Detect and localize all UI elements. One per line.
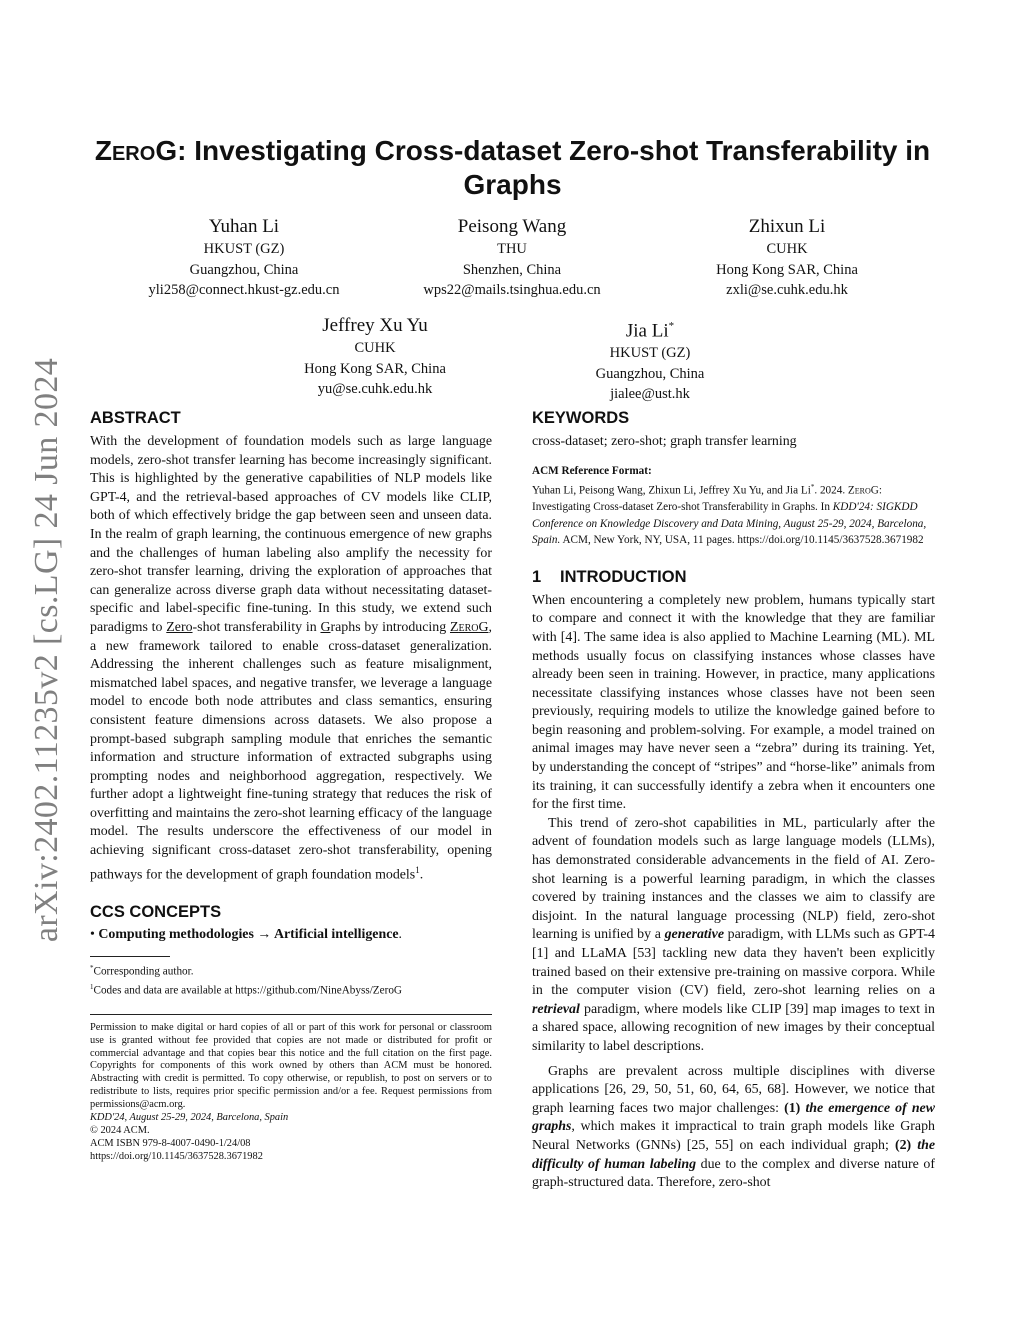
footnote-code: $^1$Codes and data are available at https://github.com/NineAbyss/ZeroG xyxy=(90,982,403,997)
right-column xyxy=(532,407,935,1193)
author-name: Zhixun Li xyxy=(748,216,826,237)
author-email: wps22@mails.tsinghua.edu.cn xyxy=(423,282,601,298)
author-block-3 xyxy=(666,215,908,301)
permission-isbn: ACM ISBN 979-8-4007-0490-1/24/08 xyxy=(90,1137,251,1149)
intro-paragraph-3: Graphs are prevalent across multiple disciplines with diverse applications [26, 29, 50, 51, 60, 64, 65, 68]. However, we notice that graph learning faces two major challenges: (1) the emergence of new graphs, which makes it impractical to train graph models like Graph Neural Networks (GNNs) [25, 55] on each individual graph; (2) the difficulty of human labeling due to the complex and diverse nature of graph-structured data. Therefore, zero-shot xyxy=(532,1063,935,1191)
permission-text: Permission to make digital or hard copies of all or part of this work for personal or classroom use is granted without fee provided that copies are not made or distributed for profit or commercial advantage and that copies bear this notice and the full citation on the first page. Copyrights for components of this work owned by others than ACM must be honored. Abstracting with credit is permitted. To copy otherwise, or republish, to post on servers or to redistribute to lists, requires prior specific permission and/or a fee. Request permissions from permissions@acm.org. xyxy=(90,1021,492,1111)
permission-copyright: © 2024 ACM. xyxy=(90,1125,150,1136)
author-location: Guangzhou, China xyxy=(189,261,299,278)
author-email: yli258@connect.hkust-gz.edu.cn xyxy=(148,282,340,298)
author-affiliation: HKUST (GZ) xyxy=(203,241,285,257)
keywords-heading: KEYWORDS xyxy=(532,409,630,427)
permission-doi: https://doi.org/10.1145/3637528.3671982 xyxy=(90,1150,263,1162)
author-location: Hong Kong SAR, China xyxy=(716,261,858,278)
title-zerog: ZeroG xyxy=(94,135,178,166)
footnotes xyxy=(90,961,492,997)
author-name: Jeffrey Xu Yu xyxy=(322,315,428,336)
acm-reference-heading: ACM Reference Format: xyxy=(532,464,652,477)
author-location: Guangzhou, China xyxy=(595,365,705,382)
author-name: Yuhan Li xyxy=(208,216,280,237)
author-location: Shenzhen, China xyxy=(462,261,562,278)
author-block-4 xyxy=(270,314,480,400)
keywords-text: cross-dataset; zero-shot; graph transfer learning xyxy=(532,434,797,449)
author-email: jialee@ust.hk xyxy=(610,386,690,403)
permission-venue: KDD'24, August 25-29, 2024, Barcelona, Spain xyxy=(90,1112,289,1124)
author-affiliation: THU xyxy=(497,241,527,257)
author-location: Hong Kong SAR, China xyxy=(304,360,446,377)
author-affiliation: CUHK xyxy=(354,340,396,356)
ccs-heading: CCS CONCEPTS xyxy=(90,902,222,921)
title-line1: : Investigating Cross-dataset Zero-shot Transferability in xyxy=(177,135,931,166)
introduction-heading: 1 INTRODUCTION xyxy=(532,567,687,586)
author-block-1 xyxy=(110,215,378,301)
author-affiliation: CUHK xyxy=(766,241,808,257)
arxiv-identifier-text: arXiv:2402.11235v2 [cs.LG] 24 Jun 2024 xyxy=(28,357,66,943)
paper-title xyxy=(90,134,935,202)
footnote-rule xyxy=(90,956,170,957)
author-name: Peisong Wang xyxy=(457,216,567,237)
title-line2: Graphs xyxy=(463,169,562,200)
author-email: zxli@se.cuhk.edu.hk xyxy=(726,282,848,298)
acm-reference-text: Yuhan Li, Peisong Wang, Zhixun Li, Jeffrey Xu Yu, and Jia Li*. 2024. ZeroG: Investigating Cross-dataset Zero-shot Transferability in Graphs. In KDD'24: SIGKDD Conference on Knowledge Discovery and Data Mining, August 25-29, 2024, Barcelona, Spain. ACM, New York, NY, USA, 11 pages. https://doi.org/10.1145/3637528.3671982 xyxy=(532,483,927,547)
left-column xyxy=(90,407,492,1164)
author-email: yu@se.cuhk.edu.hk xyxy=(317,381,433,397)
zerog-name: ZeroG xyxy=(449,619,489,635)
arxiv-identifier xyxy=(22,357,72,943)
author-name: Jia Li* xyxy=(625,320,675,342)
abstract-text: With the development of foundation models such as large language models, zero-shot transfer learning has become increasingly significant. This is highlighted by the generative capabilities of NLP models like GPT-4, and the retrieval-based approaches of CV models like CLIP, both of which effectively bridge the gap between seen and unseen data. In the realm of graph learning, the continuous emergence of new graphs and the challenges of human labeling also amplify the necessity for zero-shot transfer learning, driving the exploration of approaches that can generalize across diverse graph data without necessitating dataset-specific and label-specific fine-tuning. In this study, we extend such paradigms to Zero-shot transferability in Graphs by introducing ZeroG, a new framework tailored to enable cross-dataset generalization. Addressing the inherent challenges such as feature misalignment, mismatched label spaces, and negative transfer, we leverage a language model to encode both node attributes and class semantics, ensuring consistent feature dimensions across datasets. We also propose a prompt-based subgraph sampling module that enriches the semantic information and structure information of extracted subgraphs using prompting nodes and neighborhood aggregation, respectively. We further adopt a lightweight fine-tuning strategy that reduces the risk of overfitting and maintains the zero-shot learning efficacy of the language model. The results underscore the effectiveness of our model in achieving significant cross-dataset zero-shot transferability, opening pathways for the development of graph foundation models$^1$. xyxy=(90,434,492,883)
author-block-2 xyxy=(383,215,641,301)
author-block-5 xyxy=(550,314,750,405)
intro-paragraph-2: This trend of zero-shot capabilities in ML, particularly after the advent of foundation models such as large language models (LLMs), has demonstrated considerable advancements in the field of AI. Zero-shot learning is a powerful learning paradigm, in which the classes covered by training instances and the classes we aim to classify are disjoint. In the natural language processing (NLP) field, zero-shot learning is unified by a generative paradigm, with LLMs such as GPT-4 [1] and LLaMA [53] tackling new data they haven't been explicitly trained based on their extensive pre-training on massive corpora. While in the computer vision (CV) field, zero-shot learning relies on a retrieval paradigm, where models like CLIP [39] map images to text in a shared space, allowing recognition of new images by their conceptual similarity to label descriptions. xyxy=(532,815,935,1054)
footnote-corresponding: *Corresponding author. xyxy=(90,964,194,979)
corresponding-mark: * xyxy=(668,320,675,332)
author-affiliation: HKUST (GZ) xyxy=(609,345,691,362)
permission-rule xyxy=(90,1014,492,1015)
intro-paragraph-1: When encountering a completely new problem, humans typically start to compare and connect it with the knowledge that they are familiar with [4]. The same idea is also applied to Machine Learning (ML). ML methods usually focus on classifying instances whose classes have already been seen in training. However, in practice, many applications necessitate classifying instances whose classes have not been seen previously, requiring models to utilize the knowledge gained before to begin reasoning and problem-solving. For example, a model trained on animal images may have never seen a “zebra” during its training. Yet, by understanding the concept of “stripes” and “horse-like” animals from its training, it can successfully identify a zebra when it encounters one for the first time. xyxy=(532,592,935,813)
abstract-heading: ABSTRACT xyxy=(90,409,181,427)
permission-block xyxy=(90,1022,492,1164)
ccs-concepts: • Computing methodologies → Artificial intelligence. xyxy=(90,926,403,942)
